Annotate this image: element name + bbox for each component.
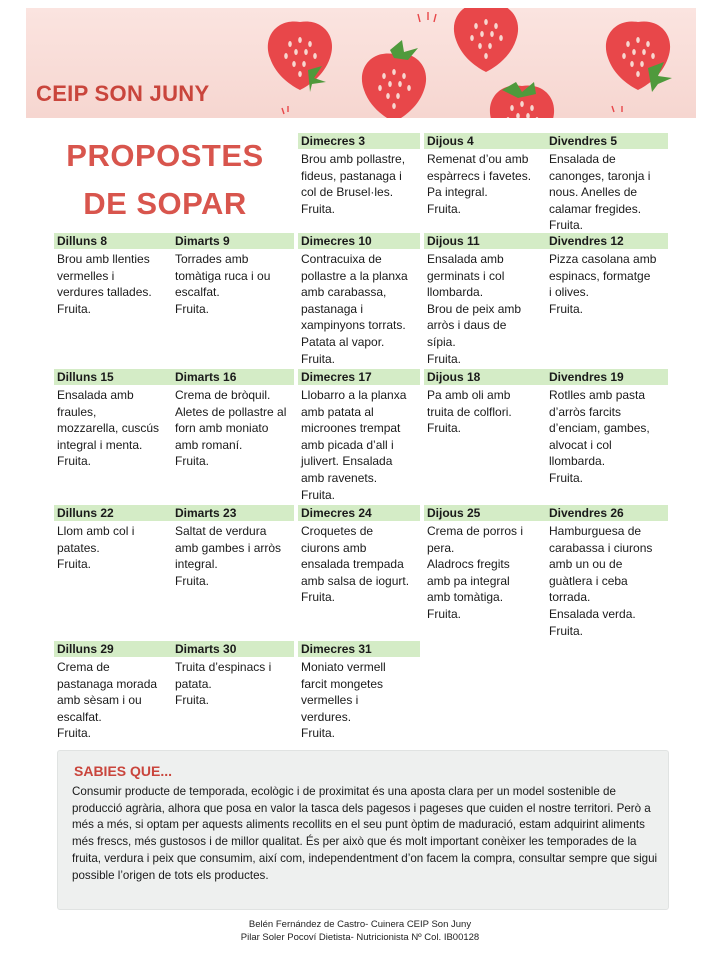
day-cell [298,641,420,742]
day-cell [546,233,668,317]
day-cell [172,233,294,317]
info-box-title: SABIES QUE... [74,763,173,779]
day-menu: Ensalada amb germinats i col llombarda. Brou de peix amb arròs i daus de sípia. Fruita. [427,252,522,366]
day-header: Divendres 12 [546,233,668,249]
day-menu: Croquetes de ciurons amb ensalada trempada amb salsa de iogurt. Fruita. [301,524,410,605]
day-menu: Torrades amb tomàtiga ruca i ou escalfat. Fruita. [175,252,271,316]
page-title-line1: PROPOSTES [66,138,264,173]
day-header: Dimecres 3 [298,133,420,149]
info-box-text: Consumir producte de temporada, ecològic i de proximitat és una aposta clara per un model sostenible de producció agrària, alhora que posa en valor la tasca dels pagesos i pageses que cuiden el nostre territori. Però a més a més, si optam per aquests aliments recollits en el seu punt òptim de maduració, estam adquirint aliments més frescs, més gustosos i de millor qualitat. És per això que és molt important conèixer les temporades de la fruita, verdura i peix que consumim, així com, independentment d’on facem la compra, consultar sempre que sigui possible l’origen de tots els productes. [72,785,658,882]
day-cell [172,505,294,589]
day-cell [172,641,294,709]
day-header: Dilluns 15 [54,369,176,385]
footer-credit-cook: Belén Fernández de Castro- Cuinera CEIP Son Juny [248,919,472,930]
info-box [57,750,669,910]
day-header: Dilluns 8 [54,233,176,249]
day-header: Dijous 11 [424,233,546,249]
footer-credit-dietitian: Pilar Soler Pocoví Dietista- Nutricionista Nº Col. IB00128 [240,932,480,943]
day-cell [546,133,668,234]
day-cell [298,369,420,503]
day-menu: Crema de bròquil. Aletes de pollastre al forn amb moniato amb romaní. Fruita. [175,388,287,469]
day-header: Dimarts 23 [172,505,294,521]
sparkle-icon [282,12,622,114]
day-menu: Moniato vermell farcit mongetes vermelles i verdures. Fruita. [301,660,386,741]
day-menu: Pa amb oli amb truita de colflori. Fruita. [427,388,512,436]
day-menu: Llom amb col i patates. Fruita. [57,524,135,572]
day-menu: Ensalada amb fraules, mozzarella, cuscús integral i menta. Fruita. [57,388,160,469]
day-cell [298,505,420,606]
strawberry-icon [362,40,426,118]
day-menu: Saltat de verdura amb gambes i arròs integral. Fruita. [175,524,282,588]
day-menu: Truita d’espinacs i patata. Fruita. [175,660,272,708]
strawberry-icon [490,82,554,118]
day-cell [172,369,294,470]
day-menu: Ensalada de canonges, taronja i nous. Anelles de calamar fregides. Fruita. [549,152,651,233]
day-menu: Brou amb pollastre, fideus, pastanaga i col de Brusel·les. Fruita. [301,152,406,216]
day-cell [54,369,176,470]
day-cell [424,369,546,437]
header-banner [26,8,696,118]
day-header: Divendres 26 [546,505,668,521]
day-cell [546,505,668,639]
strawberry-icon [606,21,672,92]
day-cell [54,505,176,573]
day-cell [298,133,420,217]
strawberry-icon [454,8,518,72]
day-cell [424,505,546,623]
day-header: Dimecres 10 [298,233,420,249]
day-header: Divendres 19 [546,369,668,385]
day-menu: Remenat d’ou amb espàrrecs i favetes. Pa integral. Fruita. [427,152,532,216]
day-header: Dimarts 9 [172,233,294,249]
day-header: Dimecres 31 [298,641,420,657]
day-header: Dimarts 16 [172,369,294,385]
page-title-line2: DE SOPAR [83,186,247,221]
day-header: Dijous 18 [424,369,546,385]
day-header: Dimecres 17 [298,369,420,385]
day-cell [54,233,176,317]
school-name: CEIP SON JUNY [36,81,210,106]
day-header: Dijous 25 [424,505,546,521]
day-header: Dijous 4 [424,133,546,149]
day-menu: Pizza casolana amb espinacs, formatge i olives. Fruita. [549,252,657,316]
day-menu: Contracuixa de pollastre a la planxa amb carabassa, pastanaga i xampinyons torrats. Patata al vapor. Fruita. [301,252,408,366]
day-menu: Llobarro a la planxa amb patata al microones trempat amb picada d’all i julivert. Ensalada amb ravenets. Fruita. [301,388,407,502]
day-header: Divendres 5 [546,133,668,149]
day-header: Dilluns 22 [54,505,176,521]
day-header: Dimarts 30 [172,641,294,657]
day-cell [424,133,546,217]
day-cell [424,233,546,367]
day-menu: Brou amb llenties vermelles i verdures tallades. Fruita. [57,252,152,316]
day-cell [298,233,420,367]
day-menu: Hamburguesa de carabassa i ciurons amb un ou de guàtlera i ceba torrada. Ensalada verda. Fruita. [549,524,653,638]
day-cell [546,369,668,487]
day-menu: Rotlles amb pasta d’arròs farcits d’enciam, gambes, alvocat i col llombarda. Fruita. [549,388,650,485]
strawberry-icon [268,21,332,92]
day-menu: Crema de porros i pera. Aladrocs fregits amb pa integral amb tomàtiga. Fruita. [427,524,524,621]
day-header: Dimecres 24 [298,505,420,521]
day-header: Dilluns 29 [54,641,176,657]
day-cell [54,641,176,742]
day-menu: Crema de pastanaga morada amb sèsam i ou escalfat. Fruita. [57,660,158,741]
